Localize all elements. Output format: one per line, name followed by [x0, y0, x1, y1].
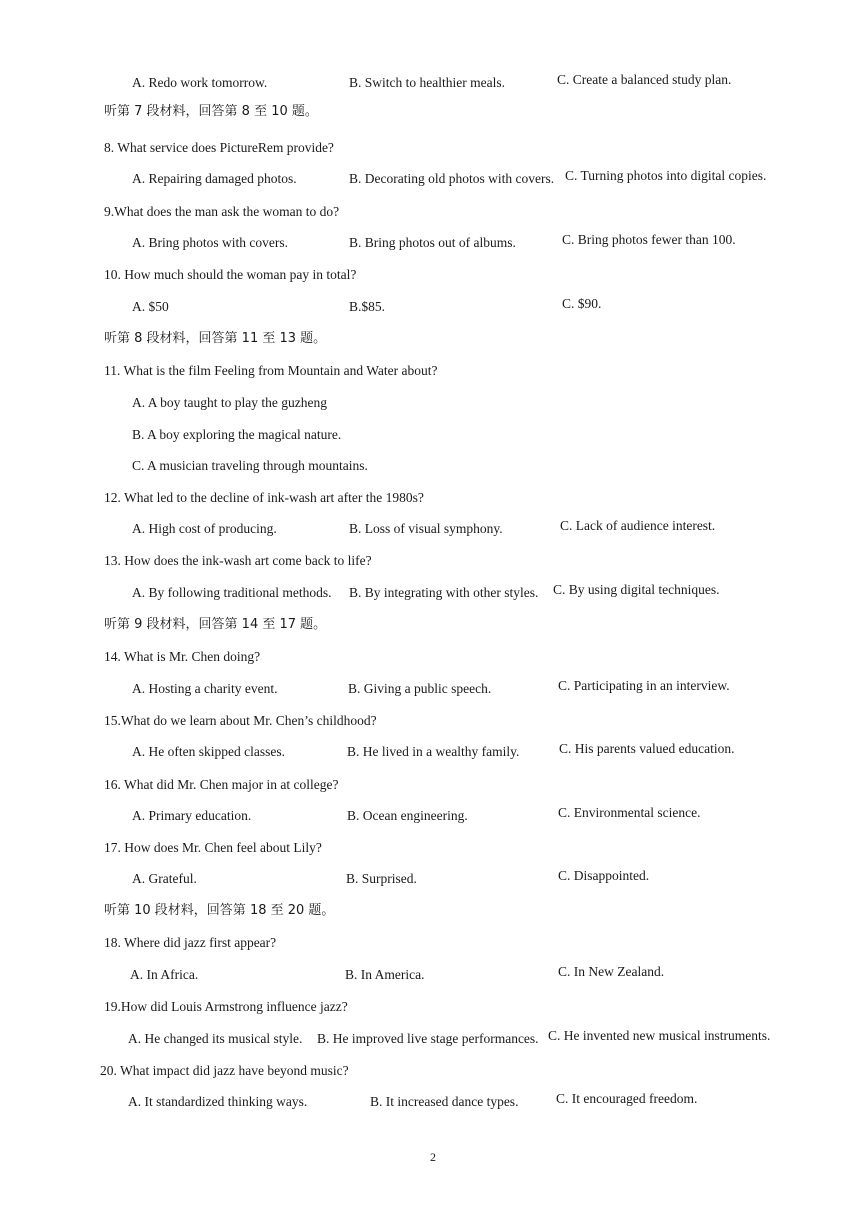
option-a: A. Redo work tomorrow. — [132, 75, 268, 90]
option-c: C. Turning photos into digital copies. — [565, 168, 767, 183]
option-stacked: A. A boy taught to play the guzheng — [132, 395, 327, 410]
section-heading: 听第 9 段材料，回答第 14 至 17 题。 — [104, 617, 327, 632]
question-text: 8. What service does PictureRem provide? — [104, 140, 334, 155]
option-c: C. Bring photos fewer than 100. — [562, 232, 736, 247]
option-c: C. $90. — [562, 296, 602, 311]
option-b: B.$85. — [349, 299, 386, 314]
option-b: B. He lived in a wealthy family. — [347, 744, 520, 759]
option-c: C. His parents valued education. — [559, 741, 735, 756]
option-a: A. In Africa. — [130, 967, 199, 982]
option-a: A. Primary education. — [132, 808, 252, 823]
question-text: 17. How does Mr. Chen feel about Lily? — [104, 840, 322, 855]
option-b: B. Decorating old photos with covers. — [349, 171, 555, 186]
option-b: B. Loss of visual symphony. — [349, 521, 503, 536]
question-text: 14. What is Mr. Chen doing? — [104, 649, 261, 664]
option-a: A. Grateful. — [132, 871, 197, 886]
option-b: B. Switch to healthier meals. — [349, 75, 505, 90]
question-text: 15.What do we learn about Mr. Chen’s childhood? — [104, 713, 377, 728]
question-text: 10. How much should the woman pay in total? — [104, 267, 357, 282]
option-a: A. It standardized thinking ways. — [128, 1094, 308, 1109]
option-a: A. $50 — [132, 299, 169, 314]
option-c: C. He invented new musical instruments. — [548, 1028, 771, 1043]
option-c: C. Create a balanced study plan. — [557, 72, 732, 87]
option-c: C. Participating in an interview. — [558, 678, 730, 693]
question-text: 19.How did Louis Armstrong influence jazz? — [104, 999, 348, 1014]
option-a: A. By following traditional methods. — [132, 585, 332, 600]
option-b: B. Surprised. — [346, 871, 417, 886]
option-b: B. He improved live stage performances. — [317, 1031, 539, 1046]
option-a: A. Bring photos with covers. — [132, 235, 288, 250]
option-b: B. Bring photos out of albums. — [349, 235, 516, 250]
option-c: C. In New Zealand. — [558, 964, 665, 979]
option-a: A. He often skipped classes. — [132, 744, 285, 759]
option-a: A. He changed its musical style. — [128, 1031, 303, 1046]
option-b: B. Giving a public speech. — [348, 681, 492, 696]
option-stacked: C. A musician traveling through mountains. — [132, 458, 368, 473]
option-c: C. By using digital techniques. — [553, 582, 720, 597]
option-a: A. Repairing damaged photos. — [132, 171, 297, 186]
section-heading: 听第 10 段材料，回答第 18 至 20 题。 — [104, 903, 335, 918]
option-a: A. High cost of producing. — [132, 521, 277, 536]
section-heading: 听第 7 段材料，回答第 8 至 10 题。 — [104, 104, 318, 119]
question-text: 9.What does the man ask the woman to do? — [104, 204, 340, 219]
question-text: 13. How does the ink-wash art come back to life? — [104, 553, 372, 568]
option-c: C. Environmental science. — [558, 805, 701, 820]
question-text: 12. What led to the decline of ink-wash art after the 1980s? — [104, 490, 424, 505]
question-text: 16. What did Mr. Chen major in at college? — [104, 777, 339, 792]
option-c: C. It encouraged freedom. — [556, 1091, 698, 1106]
option-stacked: B. A boy exploring the magical nature. — [132, 427, 342, 442]
option-c: C. Disappointed. — [558, 868, 650, 883]
option-c: C. Lack of audience interest. — [560, 518, 716, 533]
question-text: 20. What impact did jazz have beyond music? — [100, 1063, 349, 1078]
page-number: 2 — [430, 1150, 436, 1164]
option-b: B. Ocean engineering. — [347, 808, 468, 823]
option-a: A. Hosting a charity event. — [132, 681, 278, 696]
question-text: 11. What is the film Feeling from Mountain and Water about? — [104, 363, 438, 378]
option-b: B. By integrating with other styles. — [349, 585, 539, 600]
option-b: B. In America. — [345, 967, 425, 982]
question-text: 18. Where did jazz first appear? — [104, 935, 277, 950]
option-b: B. It increased dance types. — [370, 1094, 519, 1109]
section-heading: 听第 8 段材料，回答第 11 至 13 题。 — [104, 331, 327, 346]
